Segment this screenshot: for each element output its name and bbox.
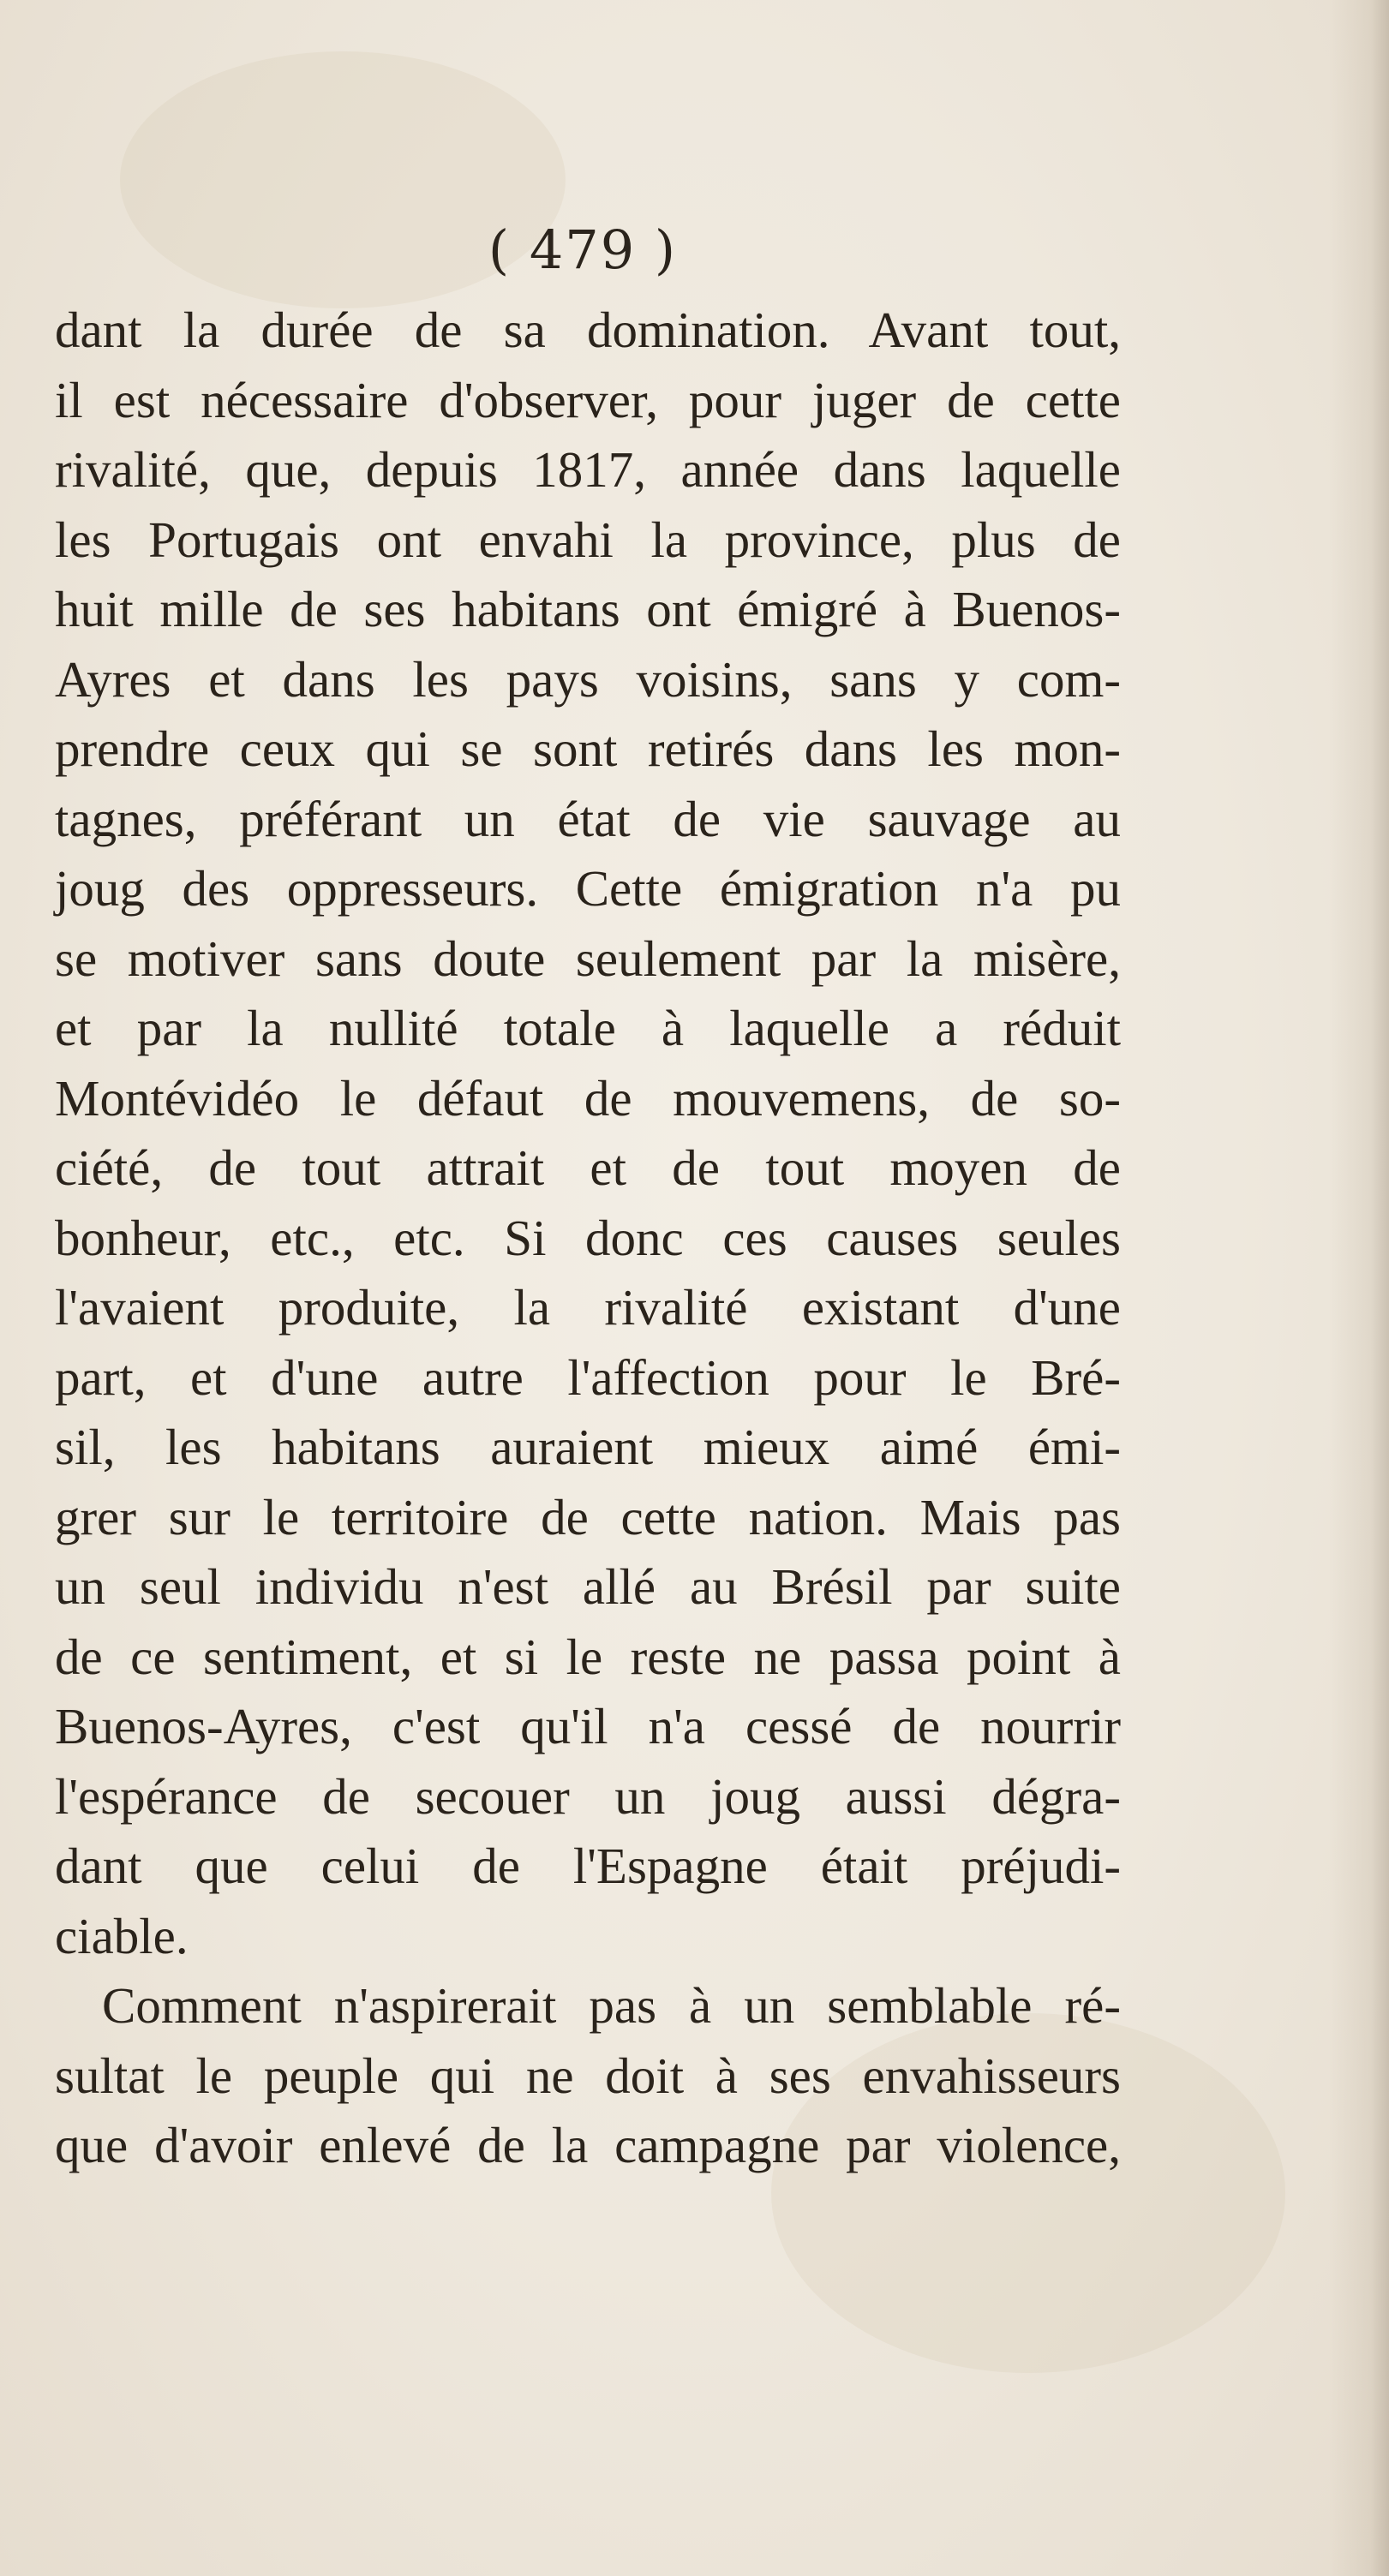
text-line: il est nécessaire d'observer, pour juger de cette <box>55 371 1121 428</box>
text-line: l'espérance de secouer un joug aussi dégra- <box>55 1767 1121 1825</box>
text-line: que d'avoir enlevé de la campagne par violence, <box>55 2117 1121 2173</box>
body-text <box>55 296 1121 2181</box>
text-line: joug des oppresseurs. Cette émigration n'a pu <box>55 860 1121 917</box>
text-line: un seul individu n'est allé au Brésil par suite <box>55 1558 1121 1615</box>
text-line: ciable. <box>55 1907 189 1964</box>
text-line: Ayres et dans les pays voisins, sans y com- <box>55 650 1121 708</box>
text-line: part, et d'une autre l'affection pour le Bré- <box>55 1348 1121 1406</box>
text-line: rivalité, que, depuis 1817, année dans laquelle <box>55 441 1121 498</box>
text-line: Comment n'aspirerait pas à un semblable ré- <box>102 1977 1121 2034</box>
text-line: sultat le peuple qui ne doit à ses envahisseurs <box>55 2047 1121 2104</box>
text-line: dant la durée de sa domination. Avant tout, <box>55 302 1121 358</box>
page-number: ( 479 ) <box>488 218 678 281</box>
text-line: tagnes, préférant un état de vie sauvage au <box>55 790 1121 847</box>
text-line: sil, les habitans auraient mieux aimé émi- <box>55 1419 1121 1475</box>
page-edge-shadow <box>1329 0 1389 2576</box>
text-line: et par la nullité totale à laquelle a réduit <box>55 1000 1121 1056</box>
text-line: se motiver sans doute seulement par la misère, <box>55 929 1121 987</box>
text-line: prendre ceux qui se sont retirés dans les mon- <box>55 720 1121 777</box>
text-line: dant que celui de l'Espagne était préjudi- <box>55 1838 1121 1894</box>
text-line: l'avaient produite, la rivalité existant d'une <box>55 1279 1121 1336</box>
text-line: les Portugais ont envahi la province, plus de <box>55 511 1121 568</box>
text-line: bonheur, etc., etc. Si donc ces causes seules <box>55 1209 1121 1266</box>
text-line: de ce sentiment, et si le reste ne passa point à <box>55 1628 1121 1685</box>
text-line: ciété, de tout attrait et de tout moyen de <box>55 1139 1121 1196</box>
text-line: Montévidéo le défaut de mouvemens, de so- <box>55 1069 1121 1127</box>
text-line: grer sur le territoire de cette nation. Mais pas <box>55 1488 1121 1545</box>
text-line: Buenos-Ayres, c'est qu'il n'a cessé de nourrir <box>55 1698 1121 1754</box>
text-line: huit mille de ses habitans ont émigré à Buenos- <box>55 581 1121 637</box>
